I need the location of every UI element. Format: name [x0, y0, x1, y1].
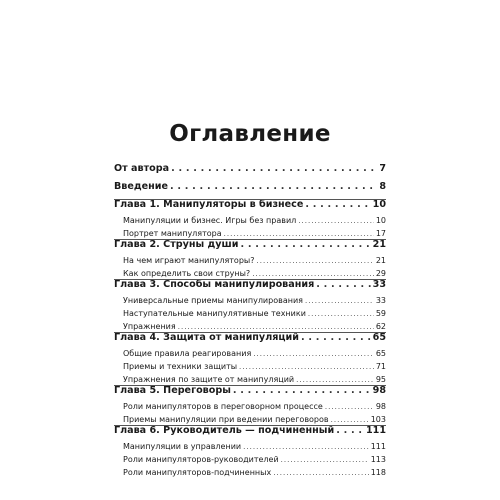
- toc-chapter-entry: [114, 332, 386, 343]
- toc-page-number: 59: [375, 309, 386, 318]
- toc-entry-label: Приемы манипуляции при ведении переговоров: [123, 415, 329, 424]
- toc-section-entry: [114, 296, 386, 305]
- toc-section-entry: [114, 375, 386, 384]
- toc-page-number: 62: [375, 322, 386, 331]
- toc-entry-label: Манипуляции и бизнес. Игры без правил: [123, 216, 297, 225]
- dot-leader: [233, 385, 371, 396]
- dot-leader: [308, 310, 374, 318]
- toc-page-number: 10: [372, 199, 386, 210]
- toc-page-number: 65: [372, 332, 386, 343]
- section-divider: [114, 239, 386, 240]
- toc-section-entry: [114, 415, 386, 424]
- toc-page-number: 113: [370, 455, 386, 464]
- dot-leader: [305, 199, 370, 210]
- toc-section-entry: [114, 216, 386, 225]
- toc-entry-label: Общие правила реагирования: [123, 349, 252, 358]
- toc-page-number: 98: [375, 402, 386, 411]
- dot-leader: [171, 163, 377, 174]
- toc-page-number: 118: [370, 468, 386, 477]
- toc-entry-label: Глава 5. Переговоры: [114, 385, 231, 396]
- toc-entry-label: Глава 3. Способы манипулирования: [114, 279, 315, 290]
- section-divider: [114, 332, 386, 333]
- toc-section-entry: [114, 455, 386, 464]
- dot-leader: [331, 416, 369, 424]
- toc-entry-label: Роли манипуляторов-подчиненных: [123, 468, 272, 477]
- toc-page-number: 95: [375, 375, 386, 384]
- dot-leader: [240, 239, 370, 250]
- toc-page-number: 21: [372, 239, 386, 250]
- toc-chapter-entry: [114, 199, 386, 210]
- dot-leader: [243, 443, 369, 451]
- dot-leader: [298, 217, 374, 225]
- dot-leader: [273, 469, 369, 477]
- section-divider: [114, 279, 386, 280]
- toc-page-number: 17: [375, 229, 386, 238]
- toc-entry-label: Упражнения: [123, 322, 176, 331]
- dot-leader: [253, 350, 374, 358]
- toc-page-number: 98: [372, 385, 386, 396]
- toc-section-entry: [114, 322, 386, 331]
- dot-leader: [316, 279, 370, 290]
- toc-section-entry: [114, 309, 386, 318]
- toc-entry-label: Как определить свои струны?: [123, 269, 251, 278]
- section-divider: [114, 425, 386, 426]
- toc-section-entry: [114, 362, 386, 371]
- toc-chapter-entry: [114, 239, 386, 250]
- dot-leader: [301, 332, 371, 343]
- dot-leader: [305, 297, 374, 305]
- toc-page-number: 33: [372, 279, 386, 290]
- toc-page-number: 111: [365, 425, 386, 436]
- toc-page-number: 21: [375, 256, 386, 265]
- toc-page-number: 65: [375, 349, 386, 358]
- dot-leader: [325, 403, 374, 411]
- toc-entry-label: Глава 6. Руководитель — подчиненный: [114, 425, 335, 436]
- toc-page-number: 10: [375, 216, 386, 225]
- dot-leader: [281, 456, 369, 464]
- toc-chapter-entry: [114, 279, 386, 290]
- toc-page-number: 103: [370, 415, 386, 424]
- toc-entry-label: На чем играют манипуляторы?: [123, 256, 255, 265]
- toc-entry-label: Глава 4. Защита от манипуляций: [114, 332, 299, 343]
- toc-section-entry: [114, 349, 386, 358]
- dot-leader: [336, 425, 364, 436]
- page-title: Оглавление: [169, 121, 331, 147]
- toc-section-entry: [114, 442, 386, 451]
- dot-leader: [296, 376, 374, 384]
- toc-chapter-entry: [114, 163, 386, 174]
- toc-entry-label: Глава 2. Струны души: [114, 239, 239, 250]
- dot-leader: [178, 323, 374, 331]
- dot-leader: [170, 181, 377, 192]
- toc-entry-label: Универсальные приемы манипулирования: [123, 296, 303, 305]
- toc-section-entry: [114, 256, 386, 265]
- toc-section-entry: [114, 269, 386, 278]
- toc-section-entry: [114, 229, 386, 238]
- dot-leader: [224, 230, 374, 238]
- toc-page-number: 29: [375, 269, 386, 278]
- toc-entry-label: Манипуляции в управлении: [123, 442, 242, 451]
- section-divider: [114, 199, 386, 200]
- toc-entry-label: Роли манипуляторов-руководителей: [123, 455, 279, 464]
- toc-page-number: 33: [375, 296, 386, 305]
- toc-page-number: 111: [370, 442, 386, 451]
- toc-page-number: 71: [375, 362, 386, 371]
- toc-section-entry: [114, 468, 386, 477]
- toc-entry-label: Портрет манипулятора: [123, 229, 222, 238]
- dot-leader: [252, 270, 374, 278]
- toc-page-number: 8: [379, 181, 386, 192]
- toc-entry-label: Роли манипуляторов в переговорном процессе: [123, 402, 323, 411]
- toc-chapter-entry: [114, 425, 386, 436]
- toc-entry-label: Упражнения по защите от манипуляций: [123, 375, 295, 384]
- toc-chapter-entry: [114, 385, 386, 396]
- toc-section-entry: [114, 402, 386, 411]
- toc-entry-label: От автора: [114, 163, 170, 174]
- toc-page-number: 7: [379, 163, 386, 174]
- toc-entry-label: Наступательные манипулятивные техники: [123, 309, 306, 318]
- toc-entry-label: Приемы и техники защиты: [123, 362, 238, 371]
- toc-entry-label: Глава 1. Манипуляторы в бизнесе: [114, 199, 304, 210]
- toc-chapter-entry: [114, 181, 386, 192]
- dot-leader: [239, 363, 374, 371]
- section-divider: [114, 385, 386, 386]
- dot-leader: [256, 257, 373, 265]
- toc-entry-label: Введение: [114, 181, 169, 192]
